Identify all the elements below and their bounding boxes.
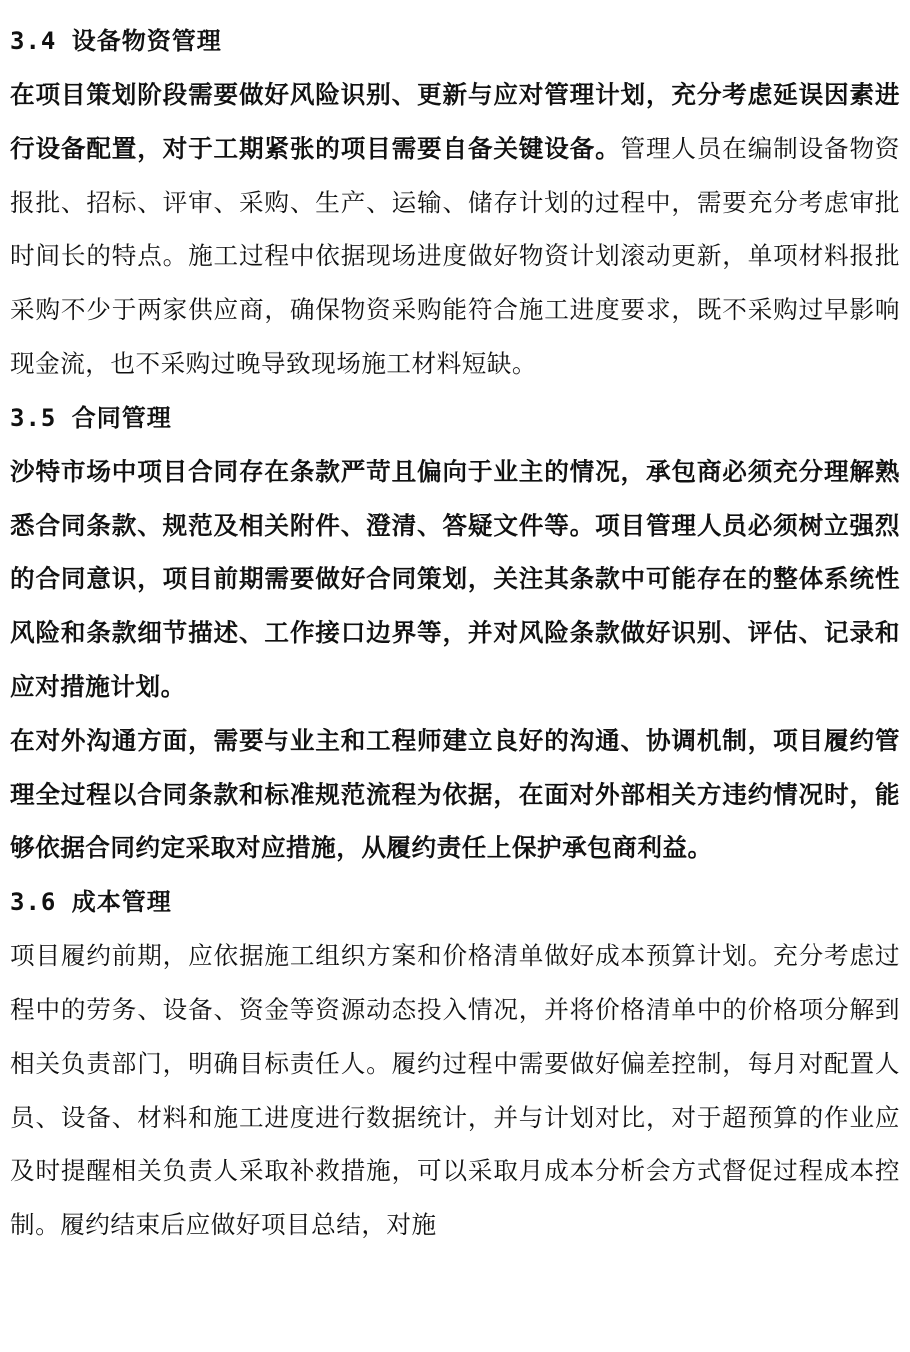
- section-heading-3-4: 3.4 设备物资管理: [10, 27, 222, 55]
- section-3-6-paragraph: 项目履约前期，应依据施工组织方案和价格清单做好成本预算计划。充分考虑过程中的劳务、设备、资金等资源动态投入情况，并将价格清单中的价格项分解到相关负责部门，明确目标责任人。履约过程中需要做好偏差控制，每月对配置人员、设备、材料和施工进度进行数据统计，并与计划对比，对于超预算的作业应及时提醒相关负责人采取补救措施，可以采取月成本分析会方式督促过程成本控制。履约结束后应做好项目总结，对施: [10, 941, 900, 1240]
- section-heading-3-5: 3.5 合同管理: [10, 403, 172, 432]
- section-3-5-paragraph-1: 沙特市场中项目合同存在条款严苛且偏向于业主的情况，承包商必须充分理解熟悉合同条款、规范及相关附件、澄清、答疑文件等。项目管理人员必须树立强烈的合同意识，项目前期需要做好合同策划，关注其条款中可能存在的整体系统性风险和条款细节描述、工作接口边界等，并对风险条款做好识别、评估、记录和应对措施计划。: [10, 456, 900, 701]
- section-heading-3-6: 3.6 成本管理: [10, 888, 172, 917]
- section-3-4-regular-text: 管理人员在编制设备物资报批、招标、评审、采购、生产、运输、储存计划的过程中，需要充分考虑审批时间长的特点。施工过程中依据现场进度做好物资计划滚动更新，单项材料报批采购不少于两家供应商，确保物资采购能符合施工进度要求，既不采购过早影响现金流，也不采购过晚导致现场施工材料短缺。: [10, 133, 900, 378]
- section-3-4-bold-text: 在项目策划阶段需要做好风险识别、更新与应对管理计划，充分考虑延误因素进行设备配置，对于工期紧张的项目需要自备关键设备。: [10, 80, 900, 163]
- section-3-4-paragraph: [10, 68, 900, 391]
- section-3-5-paragraph-2: 在对外沟通方面，需要与业主和工程师建立良好的沟通、协调机制，项目履约管理全过程以合同条款和标准规范流程为依据，在面对外部相关方违约情况时，能够依据合同约定采取对应措施，从履约责任上保护承包商利益。: [10, 725, 900, 863]
